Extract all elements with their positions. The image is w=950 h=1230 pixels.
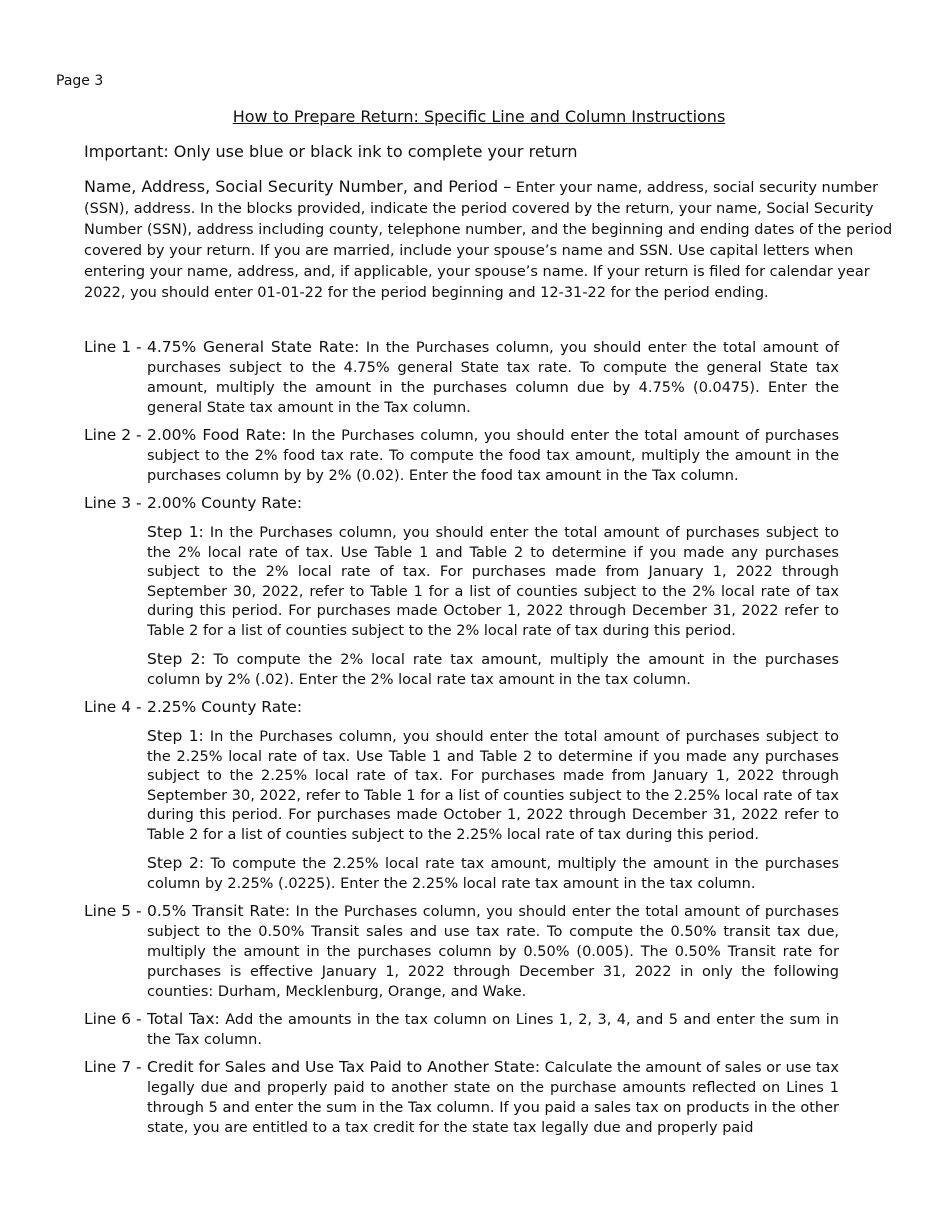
important-notice: Important: Only use blue or black ink to complete your return [84, 142, 578, 161]
line-text: In the Purchases column, you should enter the total amount of purchases subject to the 0.50% Transit sales and use tax rate. To compute the 0.50% transit tax due, multiply the amount in the purchases column by 0.50% (0.005). The 0.50% Transit rate for purchases is effective January 1, 2022 through December 31, 2022 in only the following counties: Durham, Mecklenburg, Orange, and Wake. [147, 904, 840, 1000]
line-7-instruction [84, 1057, 839, 1138]
line-text: Calculate the amount of sales or use tax legally due and properly paid to another state on the purchase amounts reflected on Lines 1 through 5 and enter the sum in the Tax column. If you paid a sales tax on products in the other state, you are entitled to a tax credit for the state tax legally due and properly paid [147, 1060, 839, 1136]
instructions-title: How to Prepare Return: Specific Line and Column Instructions [232, 107, 726, 126]
step-text: To compute the 2% local rate tax amount, multiply the amount in the purchases column by 2% (.02). Enter the 2% local rate tax amount in the tax column. [147, 652, 839, 688]
step-label: Step 2: [147, 650, 206, 668]
page-number: Page 3 [56, 73, 104, 89]
line-label: Line 7 - [84, 1058, 142, 1076]
line-6-instruction [84, 1009, 839, 1050]
line-label: Line 6 - [84, 1010, 142, 1028]
step-2 [147, 650, 839, 690]
line-2-instruction [84, 425, 839, 486]
line-text: In the Purchases column, you should enter the total amount of purchases subject to the 2% food tax rate. To compute the food tax amount, multiply the amount in the purchases column by by 2% (0.02). Enter the food tax amount in the Tax column. [147, 428, 840, 484]
intro-paragraph [84, 176, 896, 304]
line-body [147, 337, 839, 418]
line-1-instruction [84, 337, 839, 418]
line-instructions [84, 337, 839, 1145]
step-label: Step 2: [147, 854, 205, 872]
line-label: Line 2 - [84, 426, 142, 444]
line-title: 2.25% County Rate: [147, 698, 303, 716]
line-text: Add the amounts in the tax column on Lines 1, 2, 3, 4, and 5 and enter the sum in the Tax column. [147, 1012, 840, 1048]
step-1 [147, 523, 839, 641]
intro-lead: Name, Address, Social Security Number, and Period – [84, 177, 512, 196]
line-4-instruction [84, 697, 839, 894]
line-text: In the Purchases column, you should enter the total amount of purchases subject to the 4.75% general State tax rate. To compute the general State tax amount, multiply the amount in the purchases column due by 4.75% (0.0475). Enter the general State tax amount in the Tax column. [147, 340, 839, 416]
intro-text: Enter your name, address, social security number (SSN), address. In the blocks provided, indicate the period covered by the return, your name, Social Security Number (SSN), address including county, telephone number, and the beginning and ending dates of the period covered by your return. If you are married, include your spouse’s name and SSN. Use capital letters when entering your name, address, and, if applicable, your spouse’s name. If your return is filed for calendar year 2022, you should enter 01-01-22 for the period beginning and 12-31-22 for the period ending. [84, 180, 893, 301]
line-label: Line 3 - [84, 494, 142, 512]
line-title: 2.00% County Rate: [147, 494, 303, 512]
line-body [147, 1009, 839, 1050]
line-5-instruction [84, 901, 839, 1002]
line-body [147, 425, 839, 486]
step-text: In the Purchases column, you should enter the total amount of purchases subject to the 2% local rate of tax. Use Table 1 and Table 2 to determine if you made any purchases subject to the 2% local rate of tax. For purchases made from January 1, 2022 through September 30, 2022, refer to Table 1 for a list of counties subject to the 2% local rate of tax during this period. For purchases made October 1, 2022 through December 31, 2022 refer to Table 2 for a list of counties subject to the 2% local rate of tax during this period. [147, 525, 840, 639]
line-body [147, 1057, 839, 1138]
line-title: Total Tax: [147, 1010, 220, 1028]
step-label: Step 1: [147, 523, 204, 541]
line-body [147, 493, 839, 514]
step-1 [147, 727, 839, 845]
line-label: Line 5 - [84, 902, 142, 920]
step-2 [147, 854, 839, 894]
line-title: 4.75% General State Rate: [147, 338, 360, 356]
line-body [147, 697, 839, 718]
line-title: 2.00% Food Rate: [147, 426, 287, 444]
line-body [147, 901, 839, 1002]
line-3-instruction [84, 493, 839, 690]
line-title: 0.5% Transit Rate: [147, 902, 291, 920]
line-label: Line 4 - [84, 698, 142, 716]
step-text: To compute the 2.25% local rate tax amount, multiply the amount in the purchases column by 2.25% (.0225). Enter the 2.25% local rate tax amount in the tax column. [147, 856, 839, 892]
step-label: Step 1: [147, 727, 204, 745]
step-text: In the Purchases column, you should enter the total amount of purchases subject to the 2.25% local rate of tax. Use Table 1 and Table 2 to determine if you made any purchases subject to the 2.25% local rate of tax. For purchases made from January 1, 2022 through September 30, 2022, refer to Table 1 for a list of counties subject to the 2.25% local rate of tax during this period. For purchases made October 1, 2022 through December 31, 2022 refer to Table 2 for a list of counties subject to the 2.25% local rate of tax during this period. [147, 729, 840, 843]
line-label: Line 1 - [84, 338, 142, 356]
line-title: Credit for Sales and Use Tax Paid to Another State: [147, 1058, 541, 1076]
